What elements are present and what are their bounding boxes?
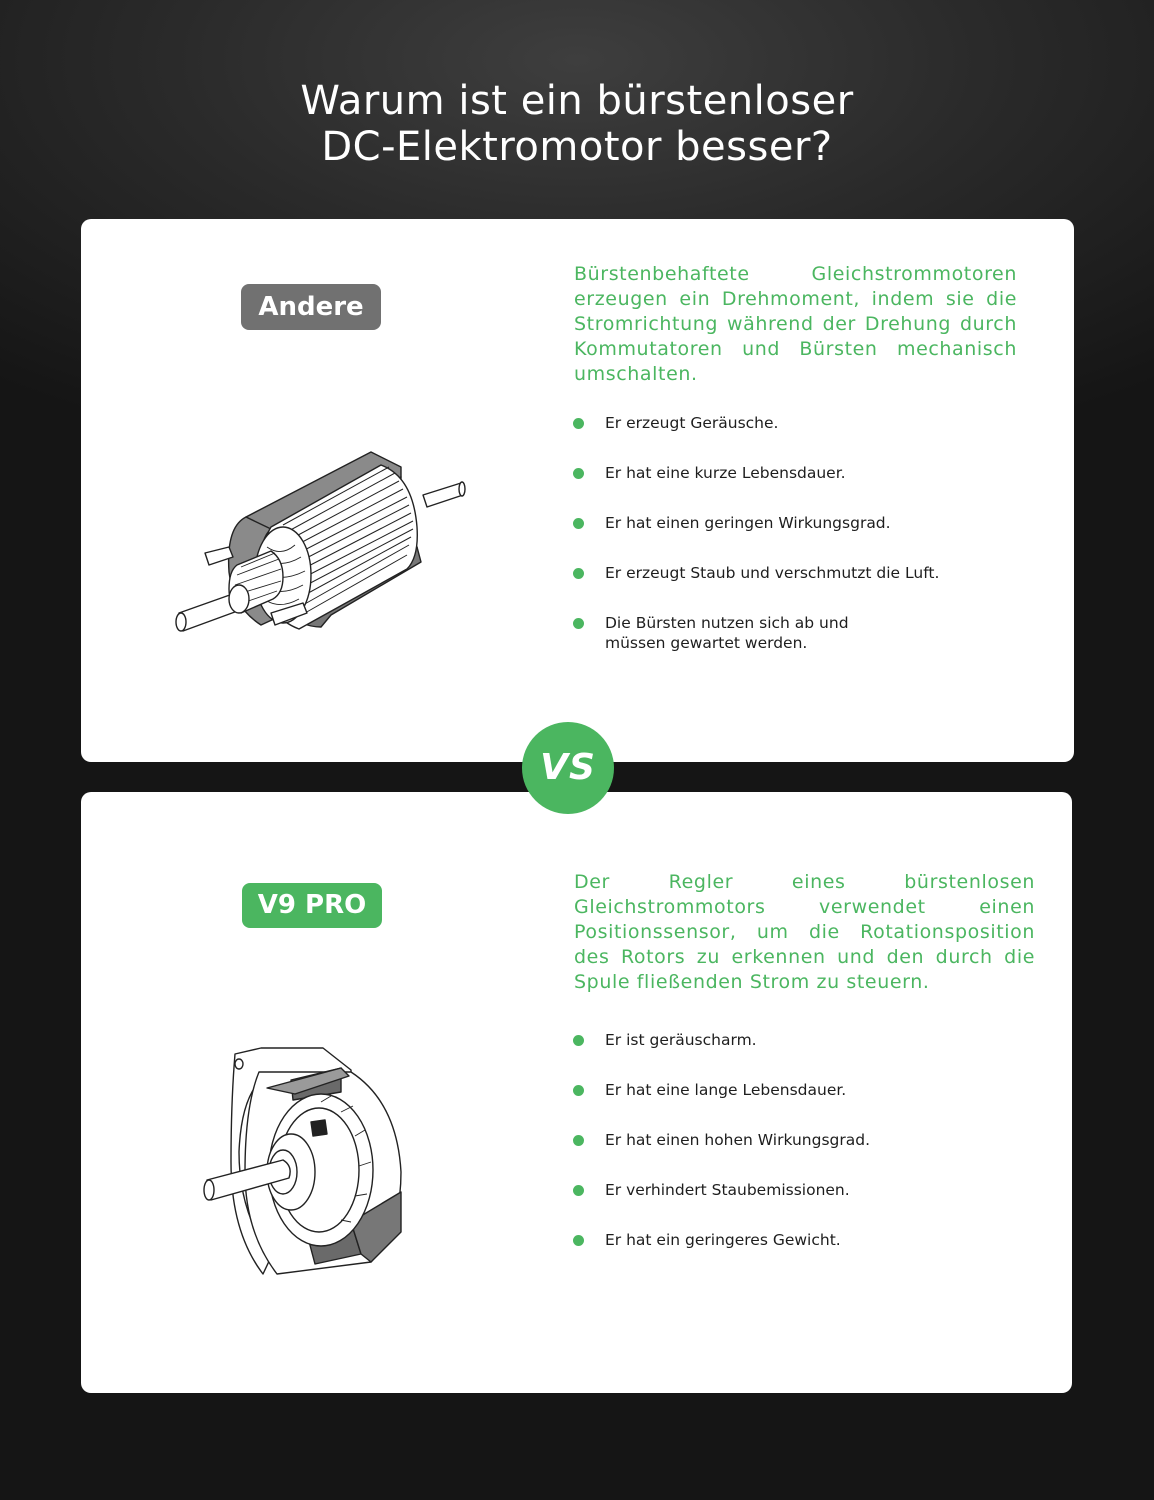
- list-item: [573, 413, 1013, 463]
- brushed-motor-card: [81, 219, 1074, 762]
- bullet-text: Er hat einen hohen Wirkungsgrad.: [605, 1131, 870, 1149]
- bullet-text: Die Bürsten nutzen sich ab und müssen gewartet werden.: [605, 614, 849, 652]
- bullet-dot-icon: [573, 418, 584, 429]
- bullet-dot-icon: [573, 1135, 584, 1146]
- bullet-dot-icon: [573, 468, 584, 479]
- title-line-1: Warum ist ein bürstenloser: [300, 78, 854, 124]
- bullet-dot-icon: [573, 1185, 584, 1196]
- bullet-text: Er ist geräuscharm.: [605, 1031, 757, 1049]
- bullet-text: Er hat eine lange Lebensdauer.: [605, 1081, 847, 1099]
- bullet-dot-icon: [573, 568, 584, 579]
- bullet-text: Er erzeugt Staub und verschmutzt die Luft.: [605, 564, 940, 582]
- brushless-motor-illustration: [201, 1042, 416, 1277]
- list-item: [573, 513, 1013, 563]
- bullet-text: Er verhindert Staubemissionen.: [605, 1181, 850, 1199]
- bullet-text: Er erzeugt Geräusche.: [605, 414, 779, 432]
- brushed-description: Bürstenbehaftete Gleichstrommotoren erzeugen ein Drehmoment, indem sie die Stromrichtung während der Drehung durch Kommutatoren und Bürsten mechanisch umschalten.: [574, 263, 1017, 385]
- title-line-2: DC-Elektromotor besser?: [321, 124, 833, 170]
- page-title: [0, 78, 1154, 170]
- bullet-text: Er hat einen geringen Wirkungsgrad.: [605, 514, 891, 532]
- list-item: [573, 1180, 1013, 1230]
- bullet-dot-icon: [573, 1085, 584, 1096]
- brushed-badge: Andere: [241, 284, 381, 330]
- brushless-bullet-list: [573, 1030, 1013, 1280]
- brushless-description: Der Regler eines bürstenlosen Gleichstrommotors verwendet einen Positionssensor, um die Rotationsposition des Rotors zu erkennen und den durch die Spule fließenden Strom zu steuern.: [574, 871, 1035, 993]
- bullet-dot-icon: [573, 518, 584, 529]
- bullet-text: Er hat ein geringeres Gewicht.: [605, 1231, 841, 1249]
- brushed-motor-illustration: [171, 447, 471, 642]
- list-item: [573, 463, 1013, 513]
- list-item: [573, 1080, 1013, 1130]
- bullet-dot-icon: [573, 1035, 584, 1046]
- brushless-motor-card: [81, 792, 1072, 1393]
- brushed-bullet-list: [573, 413, 1013, 663]
- list-item: [573, 1130, 1013, 1180]
- vs-badge: VS: [522, 722, 614, 814]
- list-item: [573, 1030, 1013, 1080]
- list-item: [573, 1230, 1013, 1280]
- bullet-dot-icon: [573, 618, 584, 629]
- bullet-dot-icon: [573, 1235, 584, 1246]
- list-item: [573, 613, 875, 663]
- bullet-text: Er hat eine kurze Lebensdauer.: [605, 464, 846, 482]
- list-item: [573, 563, 1013, 613]
- brushless-badge: V9 PRO: [242, 883, 382, 928]
